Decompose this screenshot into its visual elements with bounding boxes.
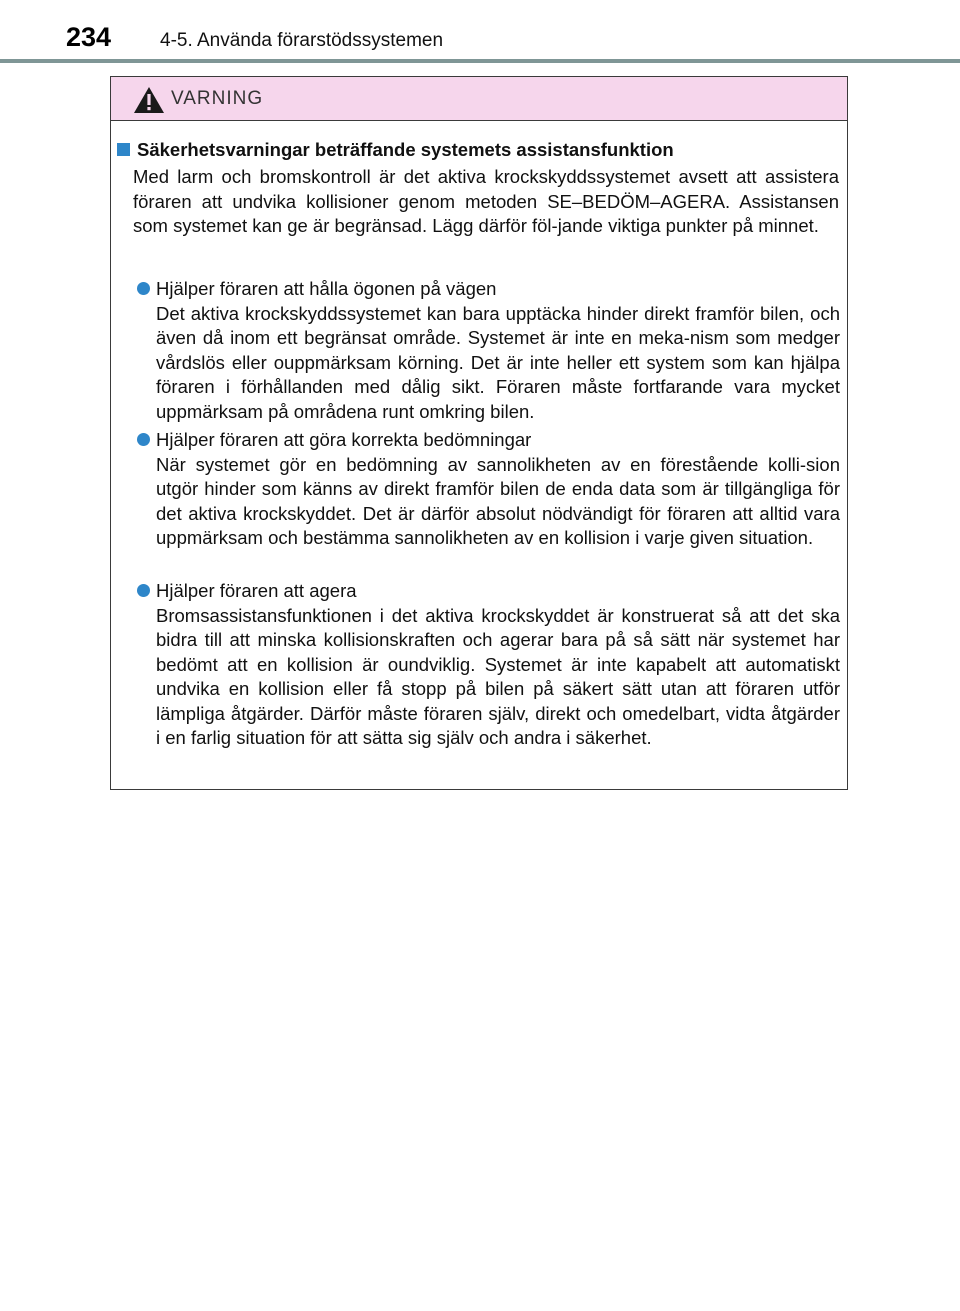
warning-title: VARNING: [171, 88, 264, 109]
square-bullet-icon: [117, 143, 130, 156]
warning-heading-text: Säkerhetsvarningar beträffande systemets assistansfunktion: [137, 139, 674, 160]
list-item-title: Hjälper föraren att hålla ögonen på vägen: [156, 278, 497, 299]
list-item-title: Hjälper föraren att agera: [156, 580, 357, 601]
warning-header: [111, 77, 847, 121]
warning-intro: Med larm och bromskontroll är det aktiva krockskyddssystemet avsett att assistera föraren att undvika kollisioner genom metoden SE–BEDÖM–AGERA. Assistansen som systemet kan ge är begränsad. Lägg därför föl-jande viktiga punkter på minnet.: [133, 166, 839, 236]
warning-triangle-icon: [133, 86, 165, 114]
section-title: 4-5. Använda förarstödssystemen: [160, 30, 444, 51]
circle-bullet-icon: [137, 282, 150, 295]
warning-box: [110, 76, 848, 790]
list-item-title: Hjälper föraren att göra korrekta bedömningar: [156, 429, 532, 450]
page-header: [0, 0, 960, 62]
header-rule: [0, 59, 960, 63]
page-number: 234: [66, 22, 112, 52]
list-item-text: Bromsassistansfunktionen i det aktiva krockskyddet är konstruerat så att det ska bidra till att minska kollisionskraften och agerar bara på så sätt när systemet har bedömt att en kollision är oundviklig. Systemet är inte kapabelt att automatiskt undvika en kollision eller få stopp på bilen på säkert sätt utan att föraren utför lämpliga åtgärder. Därför måste föraren själv, direkt och omedelbart, vidta åtgärder i en farlig situation för att sätta sig själv och andra i säkerhet.: [156, 604, 840, 748]
circle-bullet-icon: [137, 433, 150, 446]
list-item-text: När systemet gör en bedömning av sannolikheten av en förestående kolli-sion utgör hinder som känns av direkt framför bilen de enda data som är tillgängliga för det aktiva krockskyddet. Det är därför absolut nödvändigt för föraren att alltid vara uppmärksam och bestämma sannolikheten av en kollision i varje given situation.: [156, 453, 840, 548]
warning-heading: [117, 138, 674, 162]
list-item-text: Det aktiva krockskyddssystemet kan bara upptäcka hinder direkt framför bilen, och även då inom ett begränsat område. Systemet är inte en meka-nism som medger vårdslös eller ouppmärksam körning. Det är inte heller ett system som kan hjälpa föraren i förhållanden med dålig sikt. Föraren måste fortfarande vara mycket uppmärksam på områdena runt omkring bilen.: [156, 302, 840, 422]
circle-bullet-icon: [137, 584, 150, 597]
